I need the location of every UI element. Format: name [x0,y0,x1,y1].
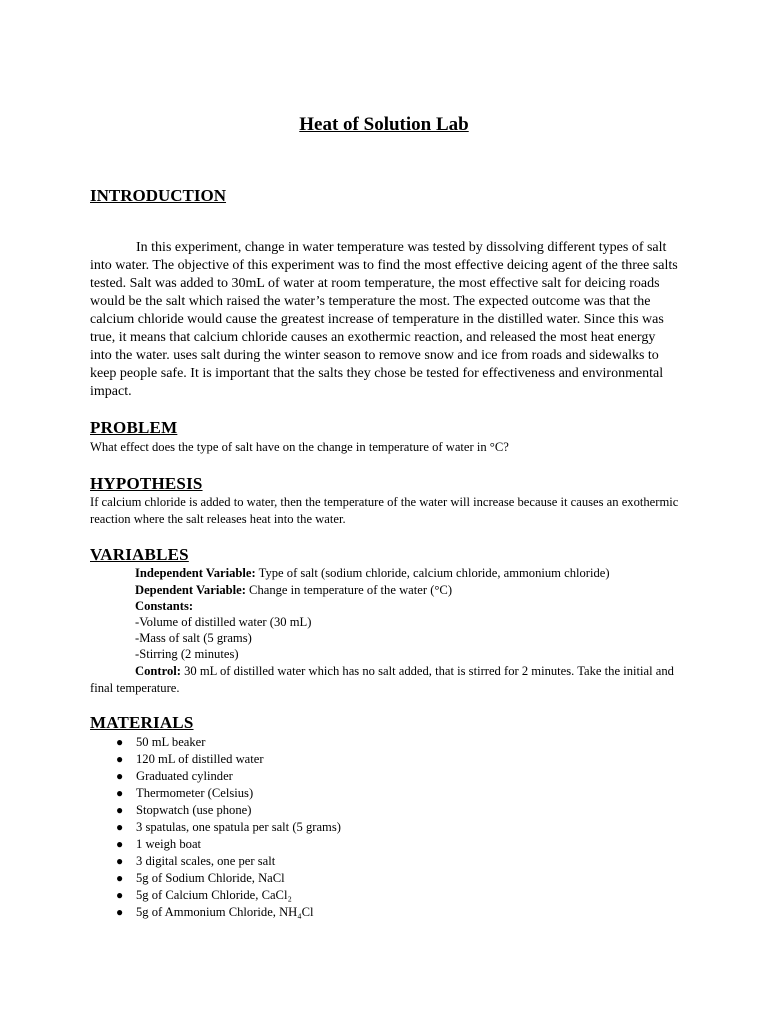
materials-heading: MATERIALS [90,713,194,732]
bullet-icon: ● [116,769,124,783]
constant-item: -Volume of distilled water (30 mL) [135,615,312,629]
bullet-icon: ● [116,854,124,868]
bullet-icon: ● [116,752,124,766]
bullet-icon: ● [116,905,124,919]
problem-heading: PROBLEM [90,418,178,437]
list-item [90,819,341,836]
bullet-icon: ● [116,786,124,800]
material-label: 3 digital scales, one per salt [136,854,276,868]
list-item [90,734,341,751]
list-item [90,870,341,887]
constants-label-line [135,598,193,615]
problem-text: What effect does the type of salt have on the change in temperature of water in °C? [90,440,509,454]
list-item [90,785,341,802]
constant-item: -Stirring (2 minutes) [135,647,239,661]
variables-heading: VARIABLES [90,545,189,564]
dependent-variable-label: Dependent Variable: [135,583,246,597]
list-item [90,853,341,870]
control-label: Control: [135,664,181,678]
dependent-variable-value: Change in temperature of the water (°C) [245,583,453,597]
list-item [90,887,341,904]
independent-variable-line [135,565,610,582]
list-item [90,751,341,768]
list-item [90,802,341,819]
material-label: Graduated cylinder [136,769,233,783]
bullet-icon: ● [116,735,124,749]
control-paragraph [90,663,690,697]
material-label: 5g of Ammonium Chloride, NH₄Cl [136,905,314,919]
bullet-icon: ● [116,888,124,902]
bullet-icon: ● [116,871,124,885]
materials-list [90,734,341,921]
constant-item: -Mass of salt (5 grams) [135,631,252,645]
material-label: 5g of Calcium Chloride, CaCl₂ [136,888,292,902]
list-item [90,904,341,921]
material-label: 120 mL of distilled water [136,752,264,766]
document-title: Heat of Solution Lab [299,114,469,135]
list-item [90,836,341,853]
independent-variable-value: Type of salt (sodium chloride, calcium chloride, ammonium chloride) [255,566,610,580]
bullet-icon: ● [116,837,124,851]
bullet-icon: ● [116,803,124,817]
independent-variable-label: Independent Variable: [135,566,256,580]
hypothesis-heading: HYPOTHESIS [90,474,203,493]
hypothesis-text: If calcium chloride is added to water, then the temperature of the water will increase because it causes an exothermic reaction where the salt releases heat into the water. [90,495,679,526]
introduction-paragraph: In this experiment, change in water temperature was tested by dissolving different types of salt into water. The objective of this experiment was to find the most effective deicing agent of the three salts tested. Salt was added to 30mL of water at room temperature, the most effective salt for deicing roads would be the salt which raised the water’s temperature the most. The expected outcome was that the calcium chloride would cause the greatest increase of temperature in the distilled water. Since this was true, it means that calcium chloride causes an exothermic reaction, and released the most heat energy into the water. uses salt during the winter season to remove snow and ice from roads and sidewalks to keep people safe. It is important that the salts they chose be tested for effectiveness and environmental impact. [90,240,678,399]
material-label: 5g of Sodium Chloride, NaCl [136,871,285,885]
material-label: Thermometer (Celsius) [136,786,254,800]
list-item [90,768,341,785]
constants-label: Constants: [135,599,194,613]
material-label: 3 spatulas, one spatula per salt (5 grams) [136,820,341,834]
material-label: Stopwatch (use phone) [136,803,252,817]
bullet-icon: ● [116,820,124,834]
control-value: 30 mL of distilled water which has no salt added, that is stirred for 2 minutes. Take the initial and final temperature. [90,664,674,695]
material-label: 50 mL beaker [136,735,206,749]
introduction-heading: INTRODUCTION [90,186,227,205]
dependent-variable-line [135,582,452,599]
material-label: 1 weigh boat [136,837,202,851]
